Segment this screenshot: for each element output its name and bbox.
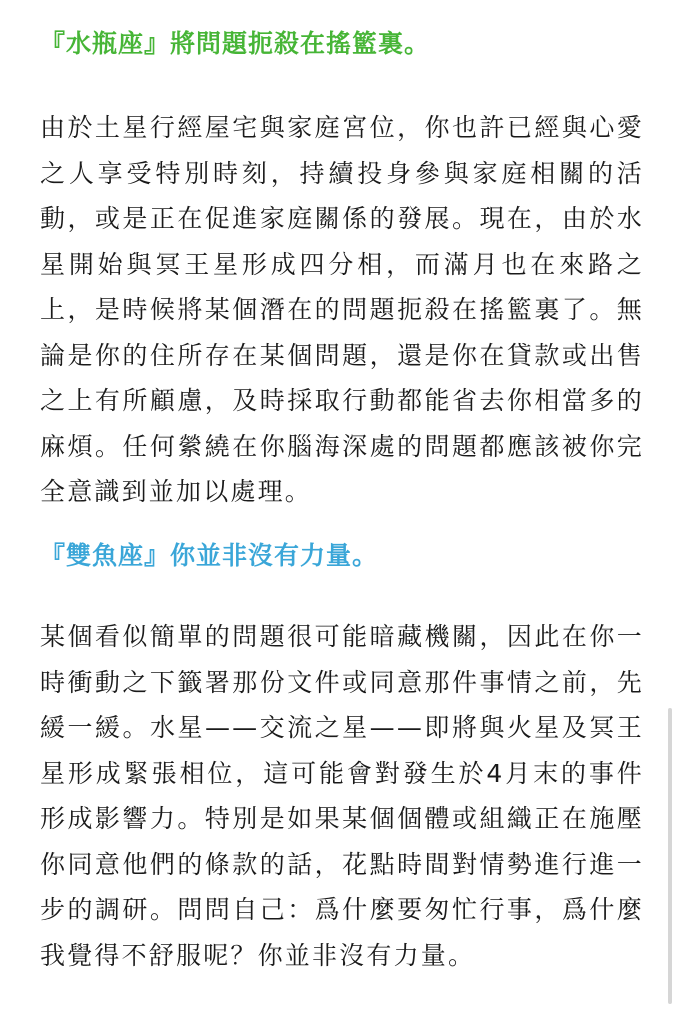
scrollbar-thumb[interactable]: [668, 708, 672, 1004]
pisces-heading: 『雙魚座』你並非沒有力量。: [40, 541, 379, 570]
aquarius-heading: 『水瓶座』將問題扼殺在搖籃裏。: [40, 29, 431, 58]
pisces-paragraph: 某個看似簡單的問題很可能暗藏機關，因此在你一時衝動之下籤署那份文件或同意那件事情之前，先緩一緩。水星——交流之星——即將與火星及冥王星形成緊張相位，這可能會對發生於4月末的事件形成影響力。特別是如果某個個體或組織正在施壓你同意他們的條款的話，花點時間對情勢進行進一步的調研。問問自己：爲什麼要匆忙行事，爲什麼我覺得不舒服呢？你並非沒有力量。: [40, 622, 644, 970]
aquarius-paragraph: 由於土星行經屋宅與家庭宮位，你也許已經與心愛之人享受特別時刻，持續投身參與家庭相關的活動，或是正在促進家庭關係的發展。現在，由於水星開始與冥王星形成四分相，而滿月也在來路之上，是時候將某個潛在的問題扼殺在搖籃裏了。無論是你的住所存在某個問題，還是你在貸款或出售之上有所顧慮，及時採取行動都能省去你相當多的麻煩。任何縈繞在你腦海深處的問題都應該被你完全意識到並加以處理。: [40, 113, 644, 506]
